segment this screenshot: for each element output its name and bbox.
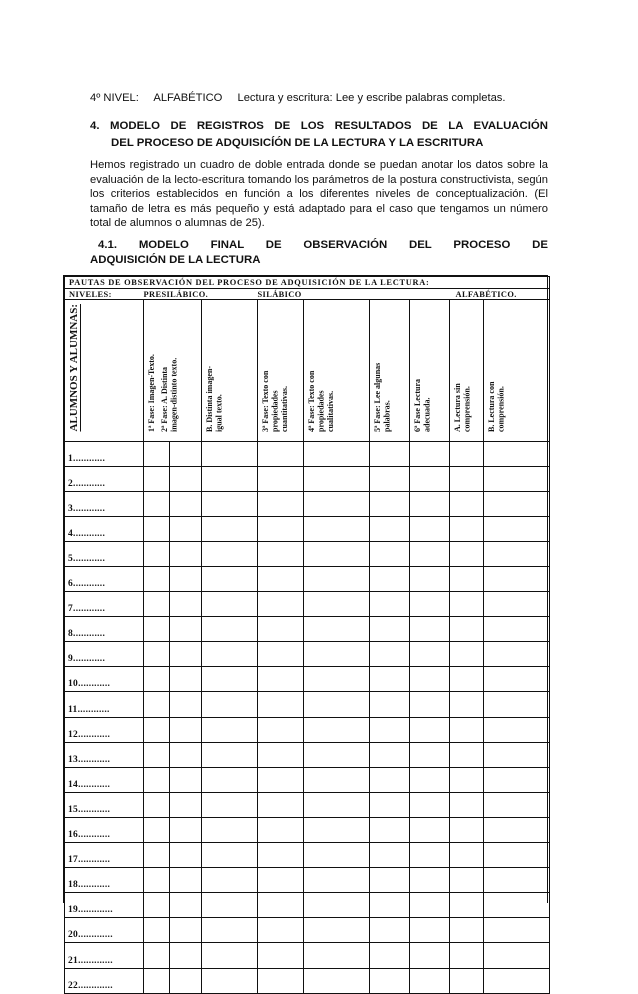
- observation-cell[interactable]: [410, 717, 450, 742]
- observation-cell[interactable]: [450, 968, 484, 993]
- observation-cell[interactable]: [258, 943, 304, 968]
- observation-cell[interactable]: [202, 742, 258, 767]
- observation-cell[interactable]: [370, 843, 410, 868]
- observation-cell[interactable]: [258, 918, 304, 943]
- table-row: [65, 817, 550, 842]
- table-row: [65, 692, 550, 717]
- table-row: [65, 516, 550, 541]
- table-row: [65, 792, 550, 817]
- observation-cell[interactable]: [202, 767, 258, 792]
- observation-cell[interactable]: [258, 717, 304, 742]
- observation-cell[interactable]: [202, 943, 258, 968]
- student-label: 13............: [65, 742, 144, 767]
- column-header: B. Distinta imagen-igual texto.: [205, 365, 224, 432]
- student-label: 10............: [65, 667, 144, 692]
- student-label: 7............: [65, 592, 144, 617]
- observation-cell[interactable]: [170, 592, 202, 617]
- observation-cell[interactable]: [370, 466, 410, 491]
- observation-table: [64, 276, 550, 994]
- level-presilabico: PRESILÁBICO.: [144, 289, 258, 300]
- observation-cell[interactable]: [370, 817, 410, 842]
- observation-cell[interactable]: [258, 968, 304, 993]
- observation-cell[interactable]: [202, 441, 258, 466]
- observation-cell[interactable]: [304, 466, 370, 491]
- observation-cell[interactable]: [410, 491, 450, 516]
- column-header: B. Lectura con comprensión.: [487, 381, 506, 432]
- observation-cell[interactable]: [202, 541, 258, 566]
- observation-cell[interactable]: [450, 667, 484, 692]
- column-header: 3ª Fase: Texto con propiedades cuantitativas.: [261, 370, 289, 432]
- observation-cell[interactable]: [202, 817, 258, 842]
- column-header: 4ª Fase: Texto con propiedades cualitativas.: [307, 370, 335, 432]
- observation-cell[interactable]: [370, 767, 410, 792]
- observation-cell[interactable]: [144, 817, 170, 842]
- observation-cell[interactable]: [258, 893, 304, 918]
- observation-cell[interactable]: [170, 567, 202, 592]
- column-header-row: [65, 300, 550, 442]
- observation-cell[interactable]: [484, 642, 550, 667]
- observation-cell[interactable]: [258, 592, 304, 617]
- observation-cell[interactable]: [410, 817, 450, 842]
- observation-cell[interactable]: [484, 541, 550, 566]
- level-alfabetico: ALFABÉTICO.: [450, 289, 550, 300]
- observation-cell[interactable]: [484, 592, 550, 617]
- observation-cell[interactable]: [450, 792, 484, 817]
- column-header: 5ª Fase: Lee algunas palabras.: [373, 362, 392, 432]
- column-header-cell: [450, 300, 484, 442]
- observation-cell[interactable]: [450, 692, 484, 717]
- table-row: [65, 567, 550, 592]
- observation-cell[interactable]: [258, 617, 304, 642]
- observation-cell[interactable]: [170, 968, 202, 993]
- observation-cell[interactable]: [144, 767, 170, 792]
- observation-cell[interactable]: [304, 567, 370, 592]
- observation-cell[interactable]: [370, 642, 410, 667]
- observation-cell[interactable]: [370, 943, 410, 968]
- table-row: [65, 843, 550, 868]
- observation-cell[interactable]: [370, 968, 410, 993]
- observation-cell[interactable]: [450, 516, 484, 541]
- table-row: [65, 893, 550, 918]
- observation-cell[interactable]: [410, 742, 450, 767]
- observation-cell[interactable]: [144, 968, 170, 993]
- observation-cell[interactable]: [484, 843, 550, 868]
- observation-cell[interactable]: [170, 817, 202, 842]
- observation-cell[interactable]: [484, 466, 550, 491]
- subheading-line-2: ADQUISICIÓN DE LA LECTURA: [90, 254, 261, 266]
- observation-cell[interactable]: [202, 617, 258, 642]
- observation-cell[interactable]: [304, 918, 370, 943]
- observation-cell[interactable]: [144, 918, 170, 943]
- column-header-cell: [410, 300, 450, 442]
- table-row: [65, 592, 550, 617]
- observation-cell[interactable]: [258, 642, 304, 667]
- observation-cell[interactable]: [370, 918, 410, 943]
- observation-cell[interactable]: [304, 968, 370, 993]
- table-row: [65, 491, 550, 516]
- observation-cell[interactable]: [258, 767, 304, 792]
- observation-cell[interactable]: [202, 692, 258, 717]
- observation-cell[interactable]: [484, 617, 550, 642]
- observation-cell[interactable]: [144, 466, 170, 491]
- observation-cell[interactable]: [370, 717, 410, 742]
- table-row: [65, 918, 550, 943]
- table-row: [65, 541, 550, 566]
- observation-cell[interactable]: [170, 667, 202, 692]
- student-label: 11............: [65, 692, 144, 717]
- level-description-line: [90, 92, 548, 104]
- student-label: 4............: [65, 516, 144, 541]
- observation-cell[interactable]: [304, 717, 370, 742]
- column-header: A. Lectura sin comprensión.: [453, 382, 472, 432]
- column-header: 2ª Fase: A. Distinta imagen-distinto texto.: [159, 357, 178, 432]
- student-label: 9............: [65, 642, 144, 667]
- table-row: [65, 642, 550, 667]
- observation-cell[interactable]: [170, 918, 202, 943]
- observation-cell[interactable]: [484, 767, 550, 792]
- level-label: 4º NIVEL:: [90, 92, 139, 104]
- table-row: [65, 717, 550, 742]
- observation-cell[interactable]: [450, 893, 484, 918]
- table-row: [65, 742, 550, 767]
- observation-cell[interactable]: [144, 692, 170, 717]
- observation-cell[interactable]: [370, 491, 410, 516]
- observation-cell[interactable]: [370, 792, 410, 817]
- observation-cell[interactable]: [410, 516, 450, 541]
- observation-cell[interactable]: [170, 717, 202, 742]
- observation-cell[interactable]: [170, 541, 202, 566]
- observation-cell[interactable]: [370, 541, 410, 566]
- heading-line-1: 4. MODELO DE REGISTROS DE LOS RESULTADOS DE LA EVALUACIÓN: [90, 120, 548, 132]
- observation-cell[interactable]: [170, 617, 202, 642]
- observation-cell[interactable]: [370, 516, 410, 541]
- observation-cell[interactable]: [304, 441, 370, 466]
- observation-cell[interactable]: [144, 717, 170, 742]
- student-label: 21.............: [65, 943, 144, 968]
- column-header-cell: [144, 300, 202, 442]
- table-row: [65, 943, 550, 968]
- student-label: 14............: [65, 767, 144, 792]
- observation-cell[interactable]: [202, 642, 258, 667]
- observation-cell[interactable]: [450, 918, 484, 943]
- observation-cell[interactable]: [450, 868, 484, 893]
- student-label: 1............: [65, 441, 144, 466]
- observation-cell[interactable]: [304, 516, 370, 541]
- observation-cell[interactable]: [484, 968, 550, 993]
- observation-cell[interactable]: [202, 491, 258, 516]
- observation-cell[interactable]: [304, 642, 370, 667]
- observation-cell[interactable]: [410, 541, 450, 566]
- observation-cell[interactable]: [170, 692, 202, 717]
- observation-cell[interactable]: [450, 742, 484, 767]
- observation-cell[interactable]: [410, 968, 450, 993]
- table-row: [65, 441, 550, 466]
- observation-cell[interactable]: [450, 617, 484, 642]
- students-header-cell: [65, 300, 144, 442]
- observation-cell[interactable]: [304, 742, 370, 767]
- observation-cell[interactable]: [202, 516, 258, 541]
- column-header-cell: [202, 300, 258, 442]
- observation-cell[interactable]: [170, 767, 202, 792]
- observation-cell[interactable]: [370, 893, 410, 918]
- observation-cell[interactable]: [370, 742, 410, 767]
- column-header-cell: [304, 300, 370, 442]
- student-label: 15............: [65, 792, 144, 817]
- observation-table-container: [63, 275, 548, 991]
- observation-cell[interactable]: [304, 592, 370, 617]
- observation-cell[interactable]: [370, 441, 410, 466]
- student-label: 5............: [65, 541, 144, 566]
- observation-cell[interactable]: [258, 792, 304, 817]
- observation-cell[interactable]: [258, 667, 304, 692]
- level-silabico: SILÁBICO: [258, 289, 450, 300]
- observation-cell[interactable]: [484, 918, 550, 943]
- observation-cell[interactable]: [304, 843, 370, 868]
- table-row: [65, 667, 550, 692]
- observation-cell[interactable]: [450, 567, 484, 592]
- observation-cell[interactable]: [370, 667, 410, 692]
- observation-cell[interactable]: [450, 817, 484, 842]
- observation-cell[interactable]: [304, 692, 370, 717]
- observation-cell[interactable]: [304, 893, 370, 918]
- observation-cell[interactable]: [484, 893, 550, 918]
- observation-cell[interactable]: [170, 868, 202, 893]
- observation-cell[interactable]: [202, 466, 258, 491]
- observation-cell[interactable]: [484, 692, 550, 717]
- observation-cell[interactable]: [410, 918, 450, 943]
- observation-cell[interactable]: [144, 843, 170, 868]
- observation-cell[interactable]: [144, 642, 170, 667]
- observation-cell[interactable]: [450, 767, 484, 792]
- observation-cell[interactable]: [484, 567, 550, 592]
- table-row: [65, 767, 550, 792]
- levels-label: NIVELES:: [65, 289, 144, 300]
- observation-cell[interactable]: [144, 667, 170, 692]
- observation-cell[interactable]: [484, 516, 550, 541]
- observation-cell[interactable]: [484, 817, 550, 842]
- observation-cell[interactable]: [202, 717, 258, 742]
- observation-cell[interactable]: [144, 742, 170, 767]
- observation-cell[interactable]: [304, 868, 370, 893]
- student-label: 19.............: [65, 893, 144, 918]
- observation-cell[interactable]: [410, 466, 450, 491]
- observation-cell[interactable]: [450, 943, 484, 968]
- observation-cell[interactable]: [450, 592, 484, 617]
- student-label: 18............: [65, 868, 144, 893]
- observation-cell[interactable]: [410, 868, 450, 893]
- observation-cell[interactable]: [258, 843, 304, 868]
- observation-cell[interactable]: [484, 742, 550, 767]
- observation-cell[interactable]: [484, 943, 550, 968]
- observation-cell[interactable]: [370, 868, 410, 893]
- observation-cell[interactable]: [304, 617, 370, 642]
- observation-cell[interactable]: [484, 868, 550, 893]
- observation-cell[interactable]: [144, 541, 170, 566]
- level-name: ALFABÉTICO: [153, 92, 223, 104]
- observation-cell[interactable]: [258, 868, 304, 893]
- observation-cell[interactable]: [144, 792, 170, 817]
- observation-cell[interactable]: [370, 692, 410, 717]
- observation-cell[interactable]: [170, 943, 202, 968]
- observation-cell[interactable]: [410, 792, 450, 817]
- observation-cell[interactable]: [450, 466, 484, 491]
- column-header-cell: [370, 300, 410, 442]
- student-label: 2............: [65, 466, 144, 491]
- observation-cell[interactable]: [258, 491, 304, 516]
- observation-cell[interactable]: [170, 516, 202, 541]
- column-header-cell: [484, 300, 550, 442]
- observation-cell[interactable]: [410, 893, 450, 918]
- observation-cell[interactable]: [258, 742, 304, 767]
- observation-cell[interactable]: [144, 617, 170, 642]
- table-row: [65, 868, 550, 893]
- observation-cell[interactable]: [370, 567, 410, 592]
- observation-cell[interactable]: [410, 767, 450, 792]
- observation-cell[interactable]: [484, 491, 550, 516]
- observation-cell[interactable]: [304, 667, 370, 692]
- observation-cell[interactable]: [170, 491, 202, 516]
- observation-cell[interactable]: [258, 541, 304, 566]
- observation-cell[interactable]: [202, 868, 258, 893]
- student-label: 12............: [65, 717, 144, 742]
- observation-cell[interactable]: [450, 491, 484, 516]
- observation-cell[interactable]: [258, 567, 304, 592]
- observation-cell[interactable]: [202, 592, 258, 617]
- observation-cell[interactable]: [410, 567, 450, 592]
- table-row: [65, 617, 550, 642]
- observation-cell[interactable]: [202, 792, 258, 817]
- observation-cell[interactable]: [484, 441, 550, 466]
- observation-cell[interactable]: [258, 692, 304, 717]
- table-row: [65, 466, 550, 491]
- student-label: 20.............: [65, 918, 144, 943]
- observation-cell[interactable]: [304, 817, 370, 842]
- observation-cell[interactable]: [450, 642, 484, 667]
- observation-cell[interactable]: [144, 943, 170, 968]
- intro-paragraph: Hemos registrado un cuadro de doble entrada donde se puedan anotar los datos sobre la evaluación de la lecto-escritura tomando los parámetros de la postura constructivista, según los criterios establecidos en función a los diferentes niveles de conceptualización. (El tamaño de letra es más pequeño y está adaptado para el caso que tengamos un número total de alumnos o alumnas de 25).: [90, 159, 548, 230]
- observation-cell[interactable]: [410, 642, 450, 667]
- observation-cell[interactable]: [304, 767, 370, 792]
- observation-cell[interactable]: [258, 441, 304, 466]
- observation-cell[interactable]: [450, 717, 484, 742]
- section-heading: [90, 118, 548, 152]
- student-label: 6............: [65, 567, 144, 592]
- observation-cell[interactable]: [170, 466, 202, 491]
- observation-cell[interactable]: [410, 843, 450, 868]
- observation-cell[interactable]: [144, 893, 170, 918]
- observation-cell[interactable]: [202, 968, 258, 993]
- observation-cell[interactable]: [144, 441, 170, 466]
- observation-cell[interactable]: [202, 893, 258, 918]
- observation-cell[interactable]: [144, 491, 170, 516]
- observation-cell[interactable]: [410, 441, 450, 466]
- observation-cell[interactable]: [410, 943, 450, 968]
- observation-cell[interactable]: [410, 617, 450, 642]
- observation-cell[interactable]: [484, 792, 550, 817]
- student-label: 22.............: [65, 968, 144, 993]
- column-header-cell: [258, 300, 304, 442]
- subheading-line-1: 4.1. MODELO FINAL DE OBSERVACIÓN DEL PROCESO DE: [98, 239, 548, 251]
- observation-cell[interactable]: [484, 717, 550, 742]
- observation-cell[interactable]: [170, 843, 202, 868]
- observation-cell[interactable]: [170, 742, 202, 767]
- student-label: 3............: [65, 491, 144, 516]
- observation-cell[interactable]: [304, 792, 370, 817]
- column-header: 1ª Fase: Imagen-Texto.: [147, 353, 156, 432]
- heading-line-2: DEL PROCESO DE ADQUISICÍÓN DE LA LECTURA Y LA ESCRITURA: [111, 137, 484, 149]
- observation-cell[interactable]: [304, 541, 370, 566]
- student-label: 17............: [65, 843, 144, 868]
- observation-cell[interactable]: [484, 667, 550, 692]
- observation-cell[interactable]: [258, 817, 304, 842]
- observation-cell[interactable]: [202, 567, 258, 592]
- observation-cell[interactable]: [144, 592, 170, 617]
- observation-cell[interactable]: [410, 592, 450, 617]
- level-text: Lectura y escritura: Lee y escribe palabras completas.: [237, 92, 506, 104]
- observation-cell[interactable]: [170, 893, 202, 918]
- observation-cell[interactable]: [450, 541, 484, 566]
- observation-cell[interactable]: [202, 843, 258, 868]
- subsection-heading: [90, 238, 548, 268]
- observation-cell[interactable]: [170, 642, 202, 667]
- student-label: 16............: [65, 817, 144, 842]
- observation-cell[interactable]: [304, 943, 370, 968]
- observation-cell[interactable]: [202, 918, 258, 943]
- observation-cell[interactable]: [144, 567, 170, 592]
- observation-cell[interactable]: [202, 667, 258, 692]
- observation-cell[interactable]: [258, 466, 304, 491]
- table-row: [65, 968, 550, 993]
- observation-cell[interactable]: [370, 592, 410, 617]
- student-label: 8............: [65, 617, 144, 642]
- observation-cell[interactable]: [170, 792, 202, 817]
- observation-cell[interactable]: [170, 441, 202, 466]
- observation-cell[interactable]: [410, 692, 450, 717]
- observation-cell[interactable]: [450, 843, 484, 868]
- observation-cell[interactable]: [410, 667, 450, 692]
- observation-cell[interactable]: [450, 441, 484, 466]
- observation-cell[interactable]: [370, 617, 410, 642]
- table-title: PAUTAS DE OBSERVACIÓN DEL PROCESO DE ADQUISICIÓN DE LA LECTURA:: [65, 277, 550, 289]
- observation-cell[interactable]: [304, 491, 370, 516]
- observation-cell[interactable]: [144, 868, 170, 893]
- column-header: 6ª Fase Lectura adecuada.: [413, 378, 432, 432]
- students-header: ALUMNOS Y ALUMNAS:: [68, 304, 80, 432]
- observation-cell[interactable]: [258, 516, 304, 541]
- observation-cell[interactable]: [144, 516, 170, 541]
